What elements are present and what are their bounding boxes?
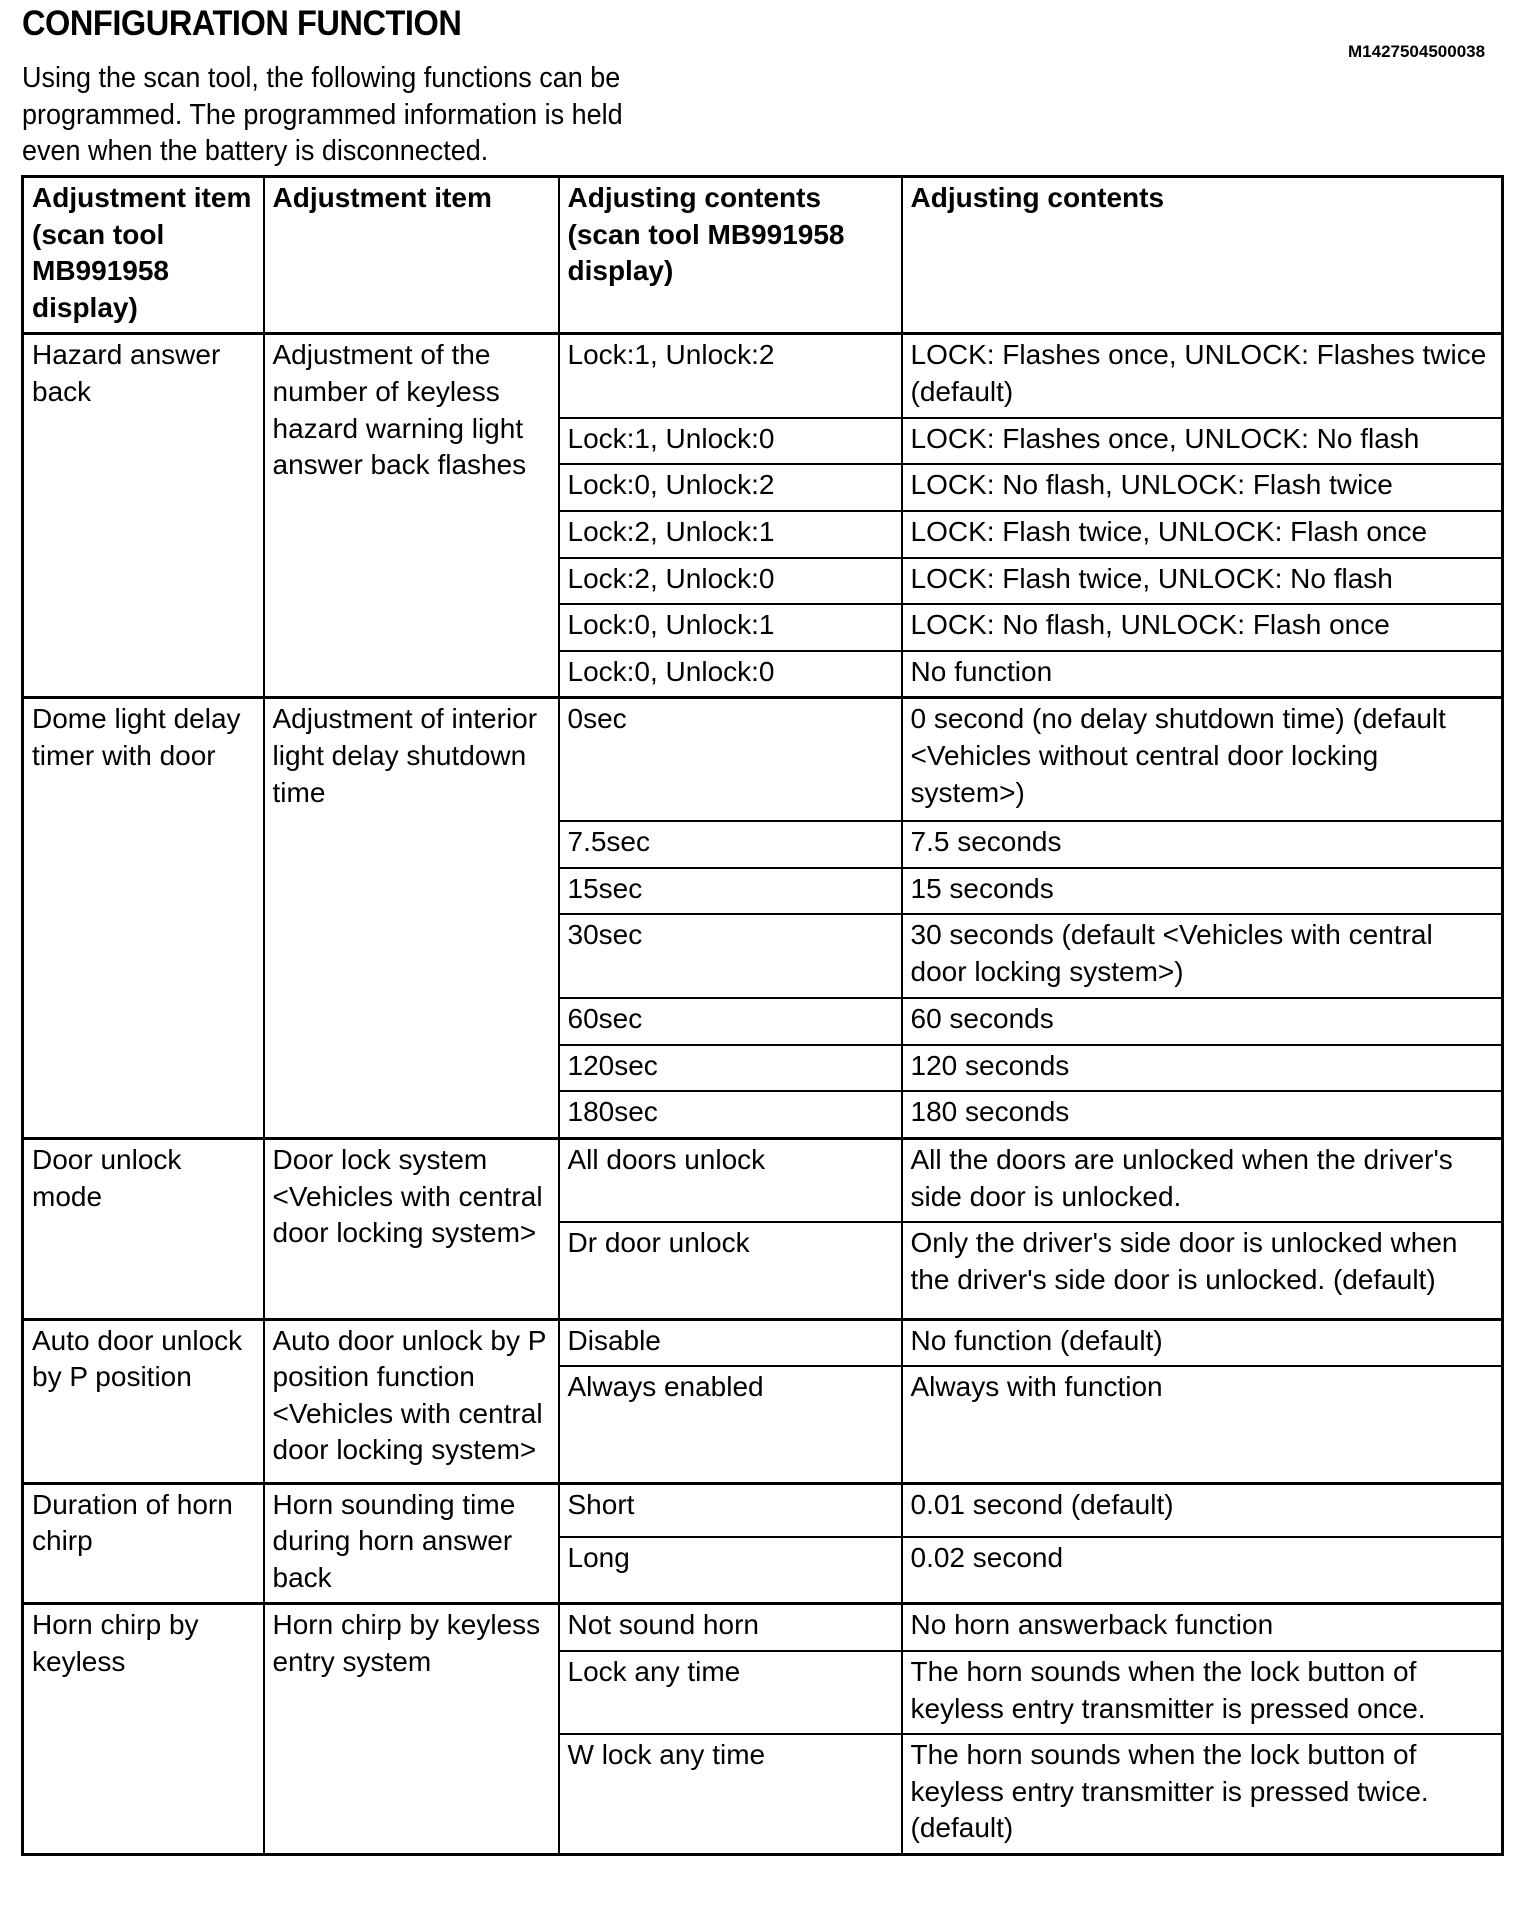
table-body	[23, 334, 1503, 1855]
display-contents-cell: Lock:0, Unlock:1	[559, 604, 902, 651]
display-item-cell: Horn chirp by keyless	[23, 1604, 264, 1855]
display-contents-cell: Lock:1, Unlock:0	[559, 418, 902, 465]
display-contents-cell: 0sec	[559, 698, 902, 821]
configuration-table	[21, 175, 1504, 1856]
header-item: Adjustment item	[264, 177, 559, 334]
contents-cell: LOCK: Flashes once, UNLOCK: Flashes twice (default)	[902, 334, 1503, 418]
header-contents: Adjusting contents	[902, 177, 1503, 334]
contents-cell: 180 seconds	[902, 1091, 1503, 1138]
display-item-cell: Auto door unlock by P position	[23, 1319, 264, 1483]
display-contents-cell: Lock:0, Unlock:2	[559, 464, 902, 511]
contents-cell: 0.02 second	[902, 1537, 1503, 1604]
item-cell: Auto door unlock by P position function <Vehicles with central door locking system>	[264, 1319, 559, 1483]
contents-cell: 60 seconds	[902, 998, 1503, 1045]
contents-cell: Only the driver's side door is unlocked when the driver's side door is unlocked. (default)	[902, 1222, 1503, 1319]
table-row	[23, 698, 1503, 821]
display-contents-cell: 60sec	[559, 998, 902, 1045]
item-cell: Door lock system <Vehicles with central door locking system>	[264, 1138, 559, 1319]
contents-cell: 7.5 seconds	[902, 821, 1503, 868]
contents-cell: LOCK: No flash, UNLOCK: Flash twice	[902, 464, 1503, 511]
contents-cell: LOCK: Flashes once, UNLOCK: No flash	[902, 418, 1503, 465]
contents-cell: 30 seconds (default <Vehicles with central door locking system>)	[902, 914, 1503, 998]
display-contents-cell: Dr door unlock	[559, 1222, 902, 1319]
display-contents-cell: Long	[559, 1537, 902, 1604]
contents-cell: No function	[902, 651, 1503, 698]
display-contents-cell: 7.5sec	[559, 821, 902, 868]
display-item-cell: Duration of horn chirp	[23, 1483, 264, 1604]
contents-cell: No function (default)	[902, 1319, 1503, 1366]
display-contents-cell: 180sec	[559, 1091, 902, 1138]
display-contents-cell: W lock any time	[559, 1734, 902, 1854]
table-row	[23, 1319, 1503, 1366]
contents-cell: All the doors are unlocked when the driver's side door is unlocked.	[902, 1138, 1503, 1222]
item-cell: Adjustment of the number of keyless hazard warning light answer back flashes	[264, 334, 559, 698]
display-contents-cell: 30sec	[559, 914, 902, 998]
table-row	[23, 334, 1503, 418]
contents-cell: LOCK: No flash, UNLOCK: Flash once	[902, 604, 1503, 651]
document-id: M1427504500038	[1348, 42, 1486, 61]
display-item-cell: Hazard answer back	[23, 334, 264, 698]
display-contents-cell: Lock:2, Unlock:0	[559, 558, 902, 605]
contents-cell: Always with function	[902, 1366, 1503, 1483]
contents-cell: 0.01 second (default)	[902, 1483, 1503, 1537]
item-cell: Adjustment of interior light delay shutdown time	[264, 698, 559, 1138]
display-contents-cell: Always enabled	[559, 1366, 902, 1483]
display-contents-cell: All doors unlock	[559, 1138, 902, 1222]
display-contents-cell: 15sec	[559, 868, 902, 915]
contents-cell: The horn sounds when the lock button of keyless entry transmitter is pressed once.	[902, 1651, 1503, 1734]
page-title: CONFIGURATION FUNCTION	[22, 4, 462, 43]
item-cell: Horn chirp by keyless entry system	[264, 1604, 559, 1855]
table-row	[23, 1604, 1503, 1651]
contents-cell: The horn sounds when the lock button of keyless entry transmitter is pressed twice. (default)	[902, 1734, 1503, 1854]
display-contents-cell: Disable	[559, 1319, 902, 1366]
display-item-cell: Door unlock mode	[23, 1138, 264, 1319]
table-row	[23, 1483, 1503, 1537]
display-contents-cell: Lock any time	[559, 1651, 902, 1734]
display-contents-cell: Lock:1, Unlock:2	[559, 334, 902, 418]
header-display-item: Adjustment item (scan tool MB991958 display)	[23, 177, 264, 334]
display-contents-cell: Not sound horn	[559, 1604, 902, 1651]
display-contents-cell: Short	[559, 1483, 902, 1537]
contents-cell: 120 seconds	[902, 1045, 1503, 1092]
table-row	[23, 1138, 1503, 1222]
contents-cell: LOCK: Flash twice, UNLOCK: Flash once	[902, 511, 1503, 558]
intro-paragraph: Using the scan tool, the following functions can be programmed. The programmed information is held even when the battery is disconnected.	[22, 62, 623, 167]
header-display-contents: Adjusting contents (scan tool MB991958 display)	[559, 177, 902, 334]
table-header-row	[23, 177, 1503, 334]
display-contents-cell: Lock:0, Unlock:0	[559, 651, 902, 698]
item-cell: Horn sounding time during horn answer back	[264, 1483, 559, 1604]
display-contents-cell: 120sec	[559, 1045, 902, 1092]
display-item-cell: Dome light delay timer with door	[23, 698, 264, 1138]
display-contents-cell: Lock:2, Unlock:1	[559, 511, 902, 558]
contents-cell: LOCK: Flash twice, UNLOCK: No flash	[902, 558, 1503, 605]
contents-cell: No horn answerback function	[902, 1604, 1503, 1651]
contents-cell: 0 second (no delay shutdown time) (default <Vehicles without central door locking system>)	[902, 698, 1503, 821]
contents-cell: 15 seconds	[902, 868, 1503, 915]
